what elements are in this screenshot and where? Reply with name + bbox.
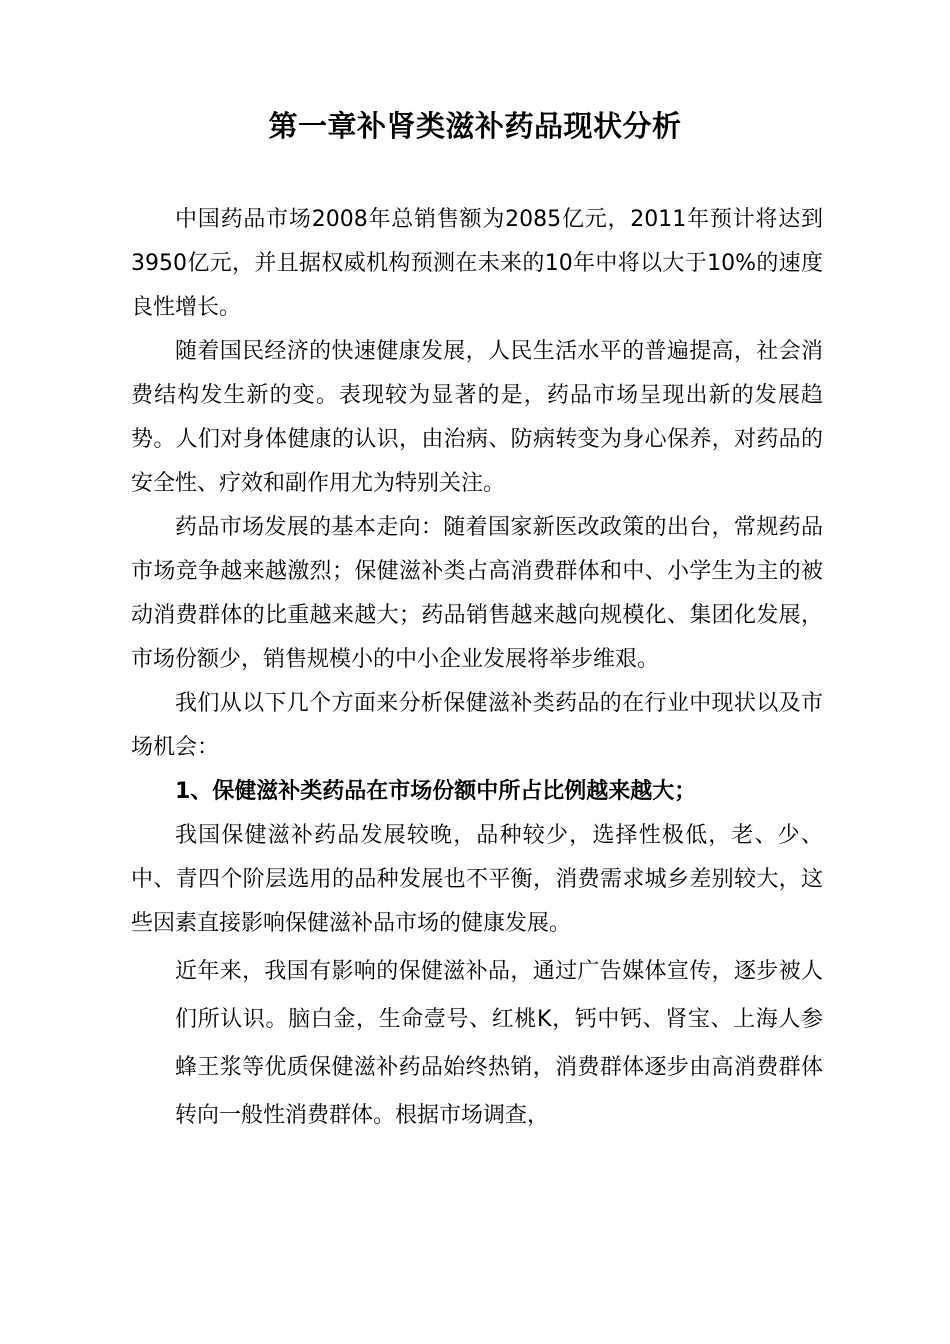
paragraph-development-status: 我国保健滋补药品发展较晚，品种较少，选择性极低，老、少、中、青四个阶层选用的品种发展也不平衡，消费需求城乡差别较大，这些因素直接影响保健滋补品市场的健康发展。 <box>131 823 823 936</box>
paragraph-recent-years: 近年来，我国有影响的保健滋补品，通过广告媒体宣传，逐步被人们所认识。脑白金，生命壹号、红桃K，钙中钙、肾宝、上海人参蜂王浆等优质保健滋补药品始终热销，消费群体逐步由高消费群体转向一般性消费群体。根据市场调查， <box>175 959 823 1128</box>
paragraph-market-direction: 药品市场发展的基本走向：随着国家新医改政策的出台，常规药品市场竞争越来越激烈；保健滋补类占高消费群体和中、小学生为主的被动消费群体的比重越来越大；药品销售越来越向规模化、集团化发展，市场份额少，销售规模小的中小企业发展将举步维艰。 <box>131 515 823 672</box>
section-heading-market-share: 1、保健滋补类药品在市场份额中所占比例越来越大； <box>175 779 697 804</box>
paragraph-consumption-trend: 随着国民经济的快速健康发展，人民生活水平的普遍提高，社会消费结构发生新的变。表现较为显著的是，药品市场呈现出新的发展趋势。人们对身体健康的认识，由治病、防病转变为身心保养，对药品的安全性、疗效和副作用尤为特别关注。 <box>131 339 823 496</box>
paragraph-analysis-intro: 我们从以下几个方面来分析保健滋补类药品的在行业中现状以及市场机会： <box>131 691 823 760</box>
paragraph-market-sales: 中国药品市场2008年总销售额为2085亿元，2011年预计将达到3950亿元，并且据权威机构预测在未来的10年中将以大于10%的速度良性增长。 <box>131 207 823 320</box>
chapter-title: 第一章补肾类滋补药品现状分析 <box>268 109 682 143</box>
document-body <box>131 198 823 1140</box>
